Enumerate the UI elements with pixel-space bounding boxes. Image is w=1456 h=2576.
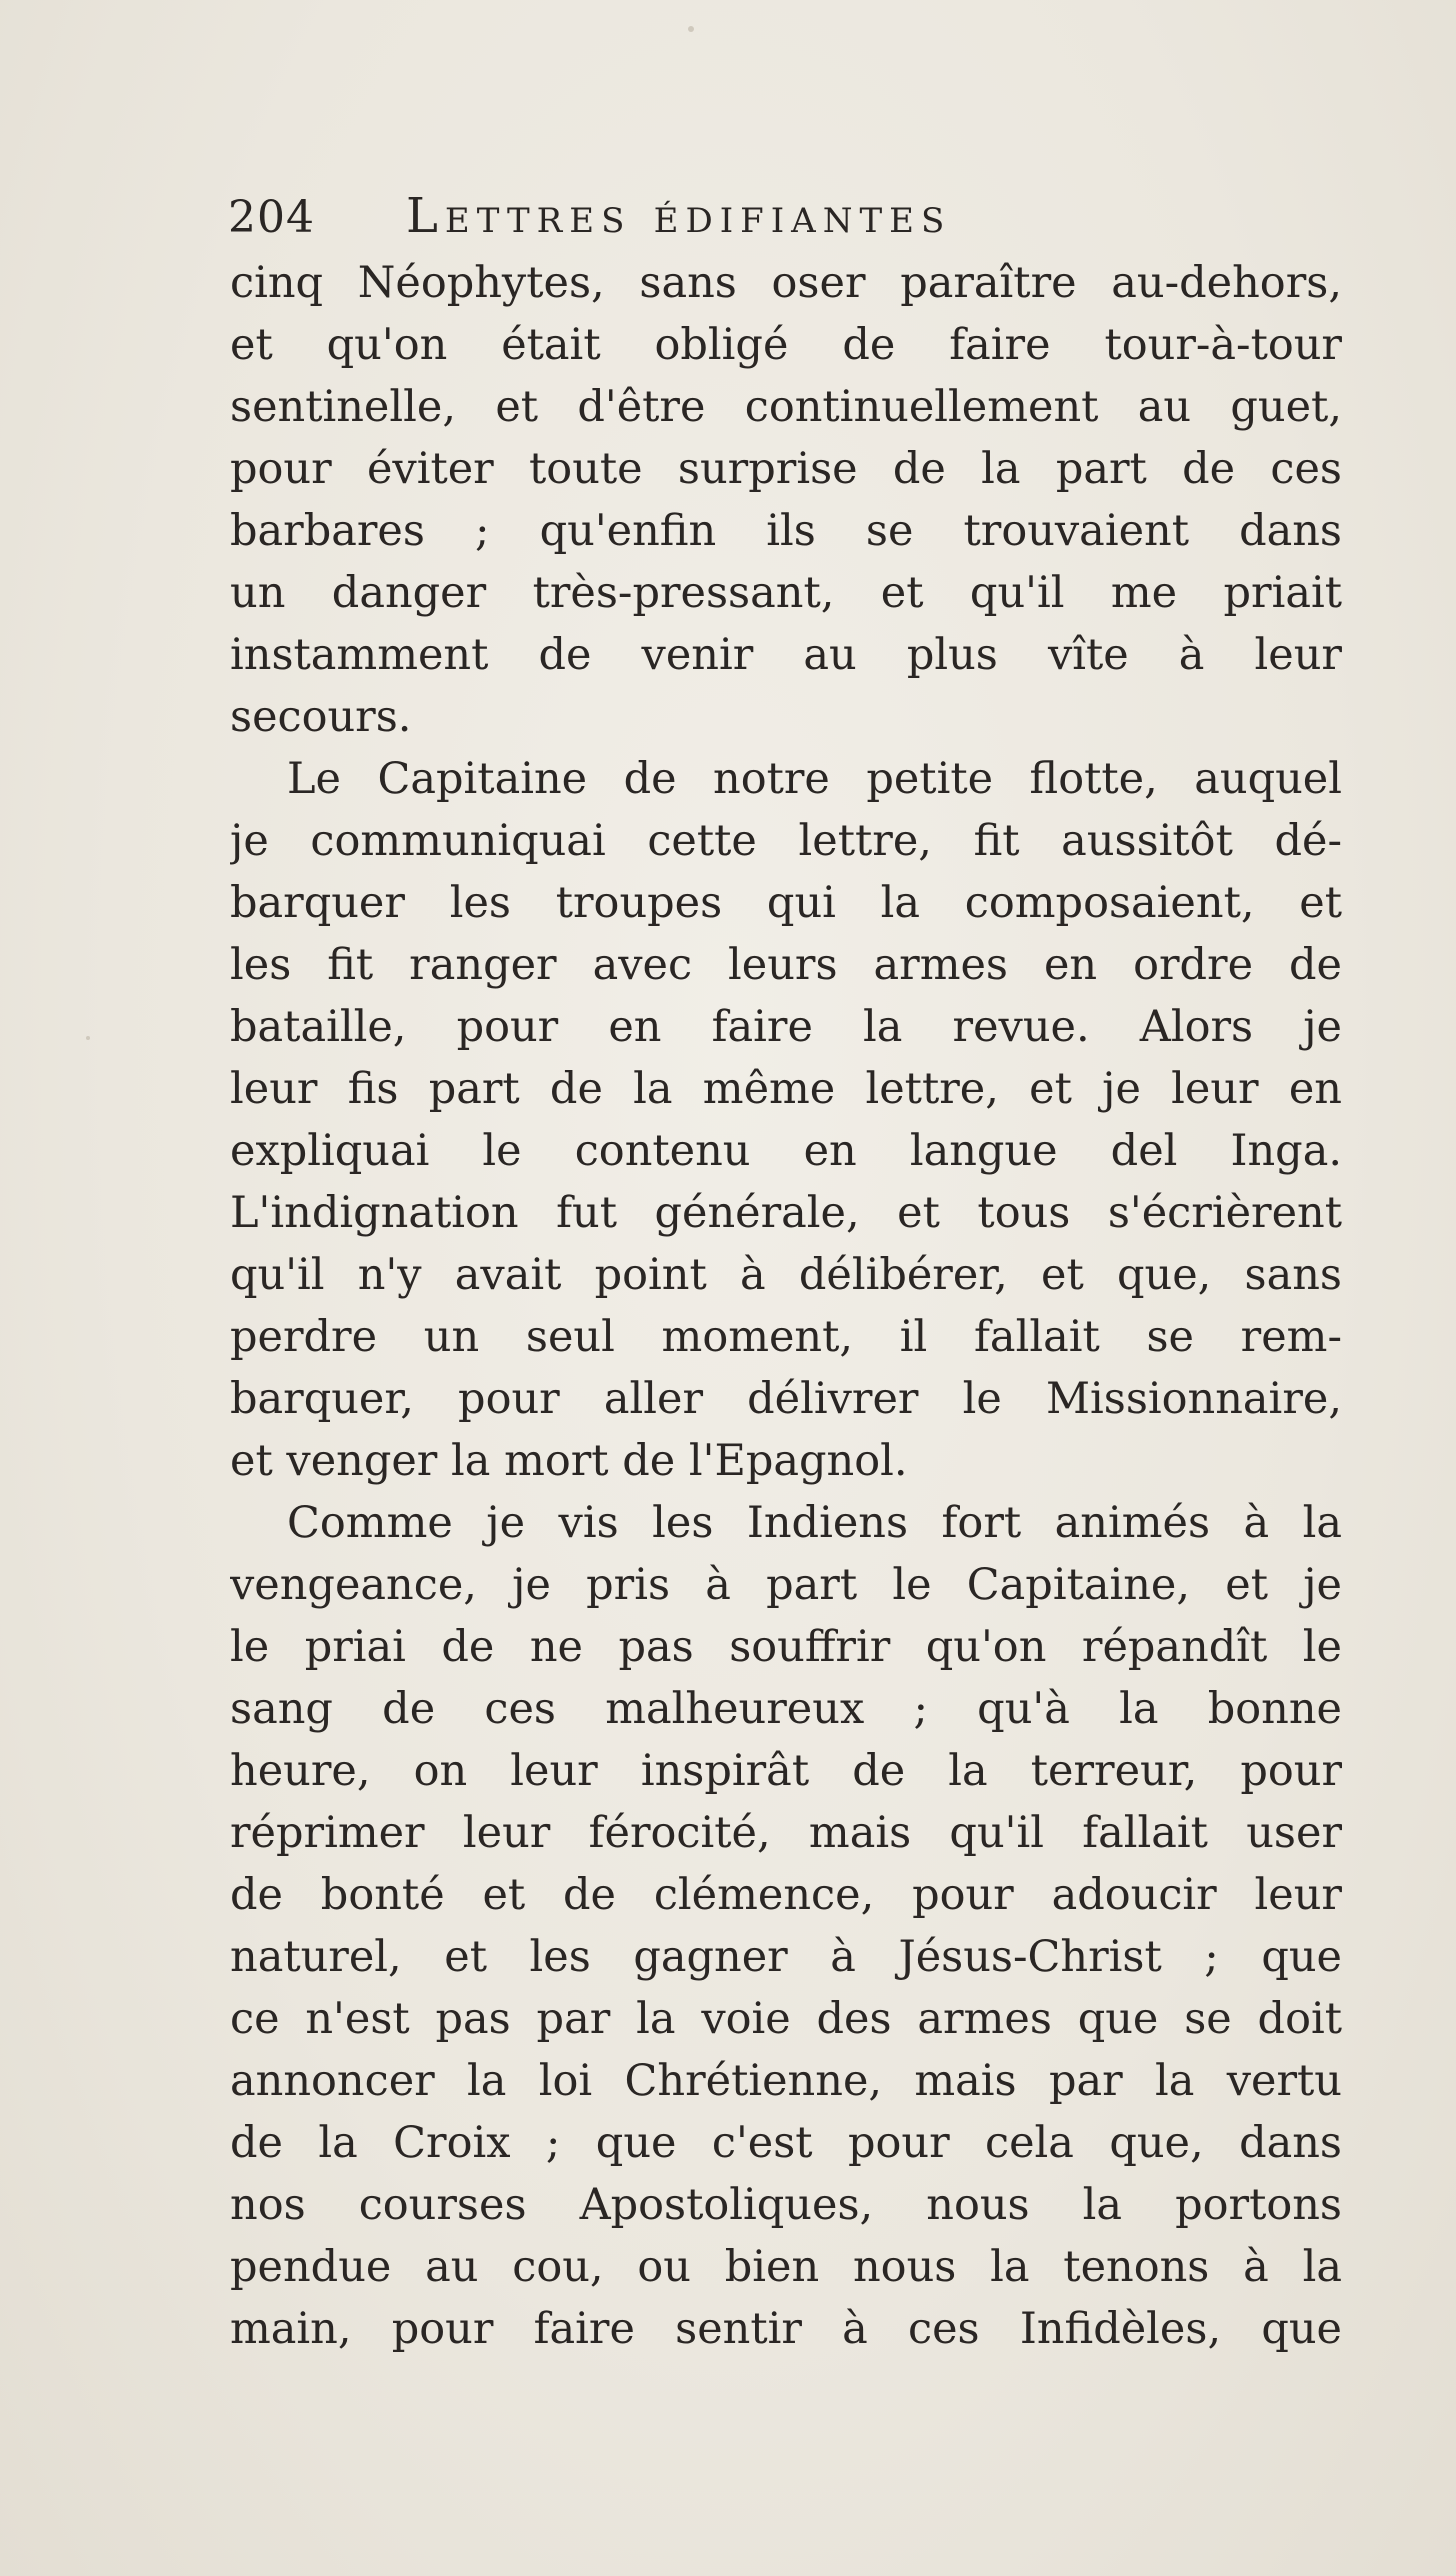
- text-line: qu'il n'y avait point à délibérer, et que, sans: [230, 1250, 1342, 1300]
- text-line: perdre un seul moment, il fallait se rem-: [230, 1312, 1342, 1362]
- text-line: les fit ranger avec leurs armes en ordre de: [230, 940, 1342, 990]
- text-line: pendue au cou, ou bien nous la tenons à la: [230, 2242, 1342, 2292]
- text-line: heure, on leur inspirât de la terreur, pour: [230, 1746, 1342, 1796]
- running-title: Lettres édifiantes: [406, 188, 952, 244]
- text-line: vengeance, je pris à part le Capitaine, et je: [230, 1560, 1342, 1610]
- text-line: Le Capitaine de notre petite flotte, auquel: [287, 754, 1342, 804]
- text-line: sang de ces malheureux ; qu'à la bonne: [230, 1684, 1342, 1734]
- text-line: naturel, et les gagner à Jésus-Christ ; que: [230, 1932, 1342, 1982]
- text-line: sentinelle, et d'être continuellement au guet,: [230, 382, 1342, 432]
- page-number: 204: [228, 192, 315, 243]
- paper-speck: [86, 1036, 90, 1040]
- text-line: barquer les troupes qui la composaient, et: [230, 878, 1342, 928]
- text-line: et qu'on était obligé de faire tour-à-tour: [230, 320, 1342, 370]
- text-line: main, pour faire sentir à ces Infidèles, que: [230, 2304, 1342, 2354]
- text-line: secours.: [230, 692, 412, 742]
- text-line: je communiquai cette lettre, fit aussitôt dé-: [230, 816, 1342, 866]
- text-line: leur fis part de la même lettre, et je leur en: [230, 1064, 1342, 1114]
- text-line: et venger la mort de l'Epagnol.: [230, 1436, 908, 1486]
- text-line: instamment de venir au plus vîte à leur: [230, 630, 1342, 680]
- text-line: nos courses Apostoliques, nous la portons: [230, 2180, 1342, 2230]
- text-line: L'indignation fut générale, et tous s'écrièrent: [230, 1188, 1342, 1238]
- text-line: réprimer leur férocité, mais qu'il fallait user: [230, 1808, 1342, 1858]
- text-line: un danger très-pressant, et qu'il me priait: [230, 568, 1342, 618]
- text-line: cinq Néophytes, sans oser paraître au-dehors,: [230, 258, 1342, 308]
- text-line: ce n'est pas par la voie des armes que se doit: [230, 1994, 1342, 2044]
- text-line: Comme je vis les Indiens fort animés à la: [287, 1498, 1342, 1548]
- text-line: le priai de ne pas souffrir qu'on répandît le: [230, 1622, 1342, 1672]
- text-line: annoncer la loi Chrétienne, mais par la vertu: [230, 2056, 1342, 2106]
- text-line: barbares ; qu'enfin ils se trouvaient dans: [230, 506, 1342, 556]
- text-line: barquer, pour aller délivrer le Missionnaire,: [230, 1374, 1342, 1424]
- paper-speck: [688, 26, 694, 32]
- text-line: expliquai le contenu en langue del Inga.: [230, 1126, 1342, 1176]
- page-header: [228, 188, 1128, 258]
- text-line: pour éviter toute surprise de la part de ces: [230, 444, 1342, 494]
- text-line: de bonté et de clémence, pour adoucir leur: [230, 1870, 1342, 1920]
- text-line: de la Croix ; que c'est pour cela que, dans: [230, 2118, 1342, 2168]
- text-line: bataille, pour en faire la revue. Alors je: [230, 1002, 1342, 1052]
